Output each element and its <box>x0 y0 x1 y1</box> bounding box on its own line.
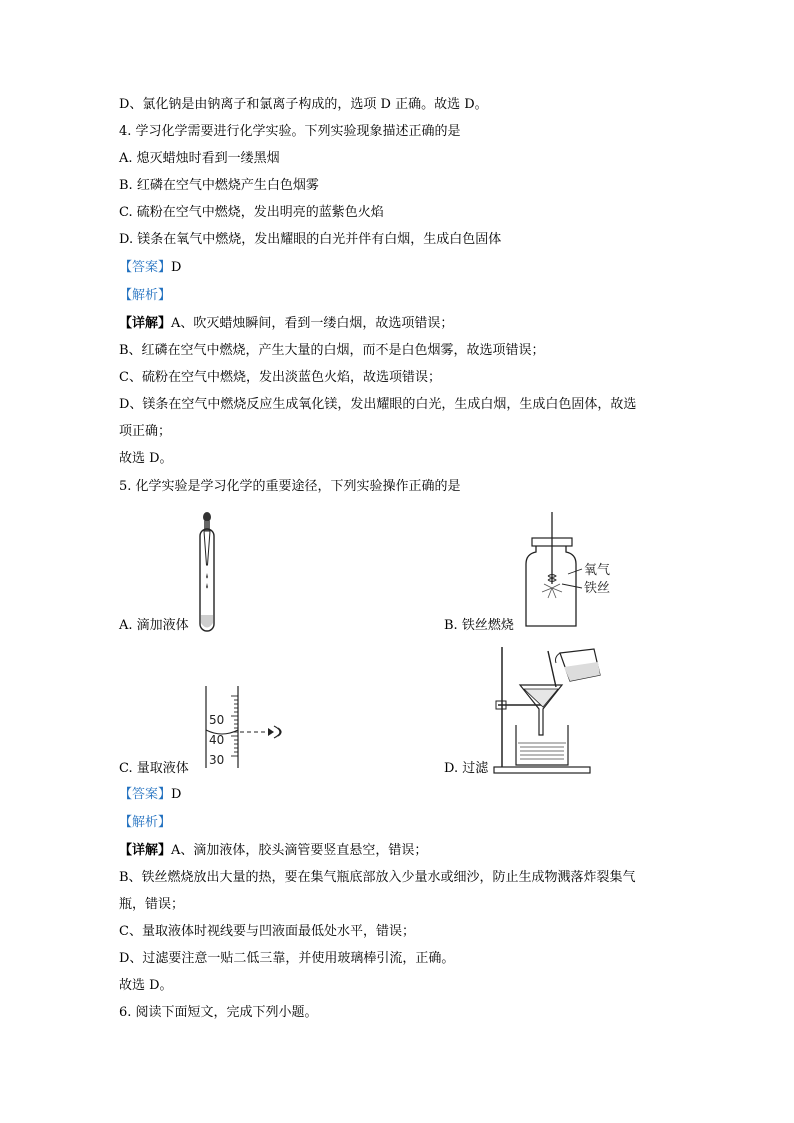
tick-40: 40 <box>209 733 225 747</box>
detail-tag: 【详解】 <box>119 843 172 858</box>
q4-stem: 4. 学习化学需要进行化学实验。下列实验现象描述正确的是 <box>119 124 461 139</box>
caption-b: B. 铁丝燃烧 <box>444 618 514 633</box>
q5-analysis-tag <box>119 815 171 831</box>
q5-answer-line <box>119 787 181 803</box>
q4-detail-a: A、吹灭蜡烛瞬间，看到一缕白烟，故选项错误； <box>171 316 454 331</box>
q4-conclusion: 故选 D。 <box>119 451 173 466</box>
analysis-tag: 【解析】 <box>119 815 172 830</box>
label-iron-wire: 铁丝 <box>584 581 611 596</box>
q5-detail-b: B、铁丝燃烧放出大量的热，要在集气瓶底部放入少量水或细沙，防止生成物溅落炸裂集气 <box>119 870 636 885</box>
q5-detail-line-a <box>119 843 427 859</box>
q5-detail-d: D、过滤要注意一贴二低三靠，并使用玻璃棒引流，正确。 <box>119 951 455 966</box>
caption-c: C. 量取液体 <box>119 761 189 776</box>
caption-d: D. 过滤 <box>444 761 489 776</box>
q4-detail-d-cont: 项正确； <box>119 424 172 439</box>
q4-option-c: C. 硫粉在空气中燃烧，发出明亮的蓝紫色火焰 <box>119 205 384 220</box>
tick-30: 30 <box>209 753 225 767</box>
figure-a-dropper <box>190 505 230 635</box>
eye-icon <box>274 726 281 738</box>
figure-b-iron-burning <box>520 512 630 632</box>
q5-detail-b-cont: 瓶，错误； <box>119 897 185 912</box>
q5-detail-c: C、量取液体时视线要与凹液面最低处水平，错误； <box>119 924 415 939</box>
q5-detail-a: A、滴加液体，胶头滴管要竖直悬空，错误； <box>171 843 428 858</box>
q4-answer-value: D <box>171 260 182 275</box>
detail-tag: 【详解】 <box>119 316 172 331</box>
q4-detail-c: C、硫粉在空气中燃烧，发出淡蓝色火焰，故选项错误； <box>119 370 441 385</box>
q4-analysis-tag <box>119 288 171 304</box>
q5-stem: 5. 化学实验是学习化学的重要途径，下列实验操作正确的是 <box>119 479 461 494</box>
q6-stem: 6. 阅读下面短文，完成下列小题。 <box>119 1005 318 1020</box>
q4-detail-b: B、红磷在空气中燃烧，产生大量的白烟，而不是白色烟雾，故选项错误； <box>119 343 545 358</box>
figure-c-graduated-cylinder <box>202 686 302 771</box>
q4-detail-d: D、镁条在空气中燃烧反应生成氧化镁，发出耀眼的白光，生成白烟，生成白色固体，故选 <box>119 397 637 412</box>
answer-tag: 【答案】 <box>119 260 172 275</box>
answer-tag: 【答案】 <box>119 787 172 802</box>
q4-detail-line-a <box>119 316 453 332</box>
figure-d-filtration <box>490 647 620 775</box>
q5-answer-value: D <box>171 787 182 802</box>
q4-option-a: A. 熄灭蜡烛时看到一缕黑烟 <box>119 151 280 166</box>
q4-option-d: D. 镁条在氧气中燃烧，发出耀眼的白光并伴有白烟，生成白色固体 <box>119 232 502 247</box>
tick-50: 50 <box>209 713 225 727</box>
analysis-tag: 【解析】 <box>119 288 172 303</box>
q4-option-b: B. 红磷在空气中燃烧产生白色烟雾 <box>119 178 319 193</box>
label-oxygen: 氧气 <box>584 563 611 578</box>
arrow-icon <box>268 728 274 736</box>
q5-conclusion: 故选 D。 <box>119 978 173 993</box>
q3-tail-line: D、氯化钠是由钠离子和氯离子构成的，选项 D 正确。故选 D。 <box>119 97 488 112</box>
caption-a: A. 滴加液体 <box>119 618 189 633</box>
q4-answer-line <box>119 260 181 276</box>
